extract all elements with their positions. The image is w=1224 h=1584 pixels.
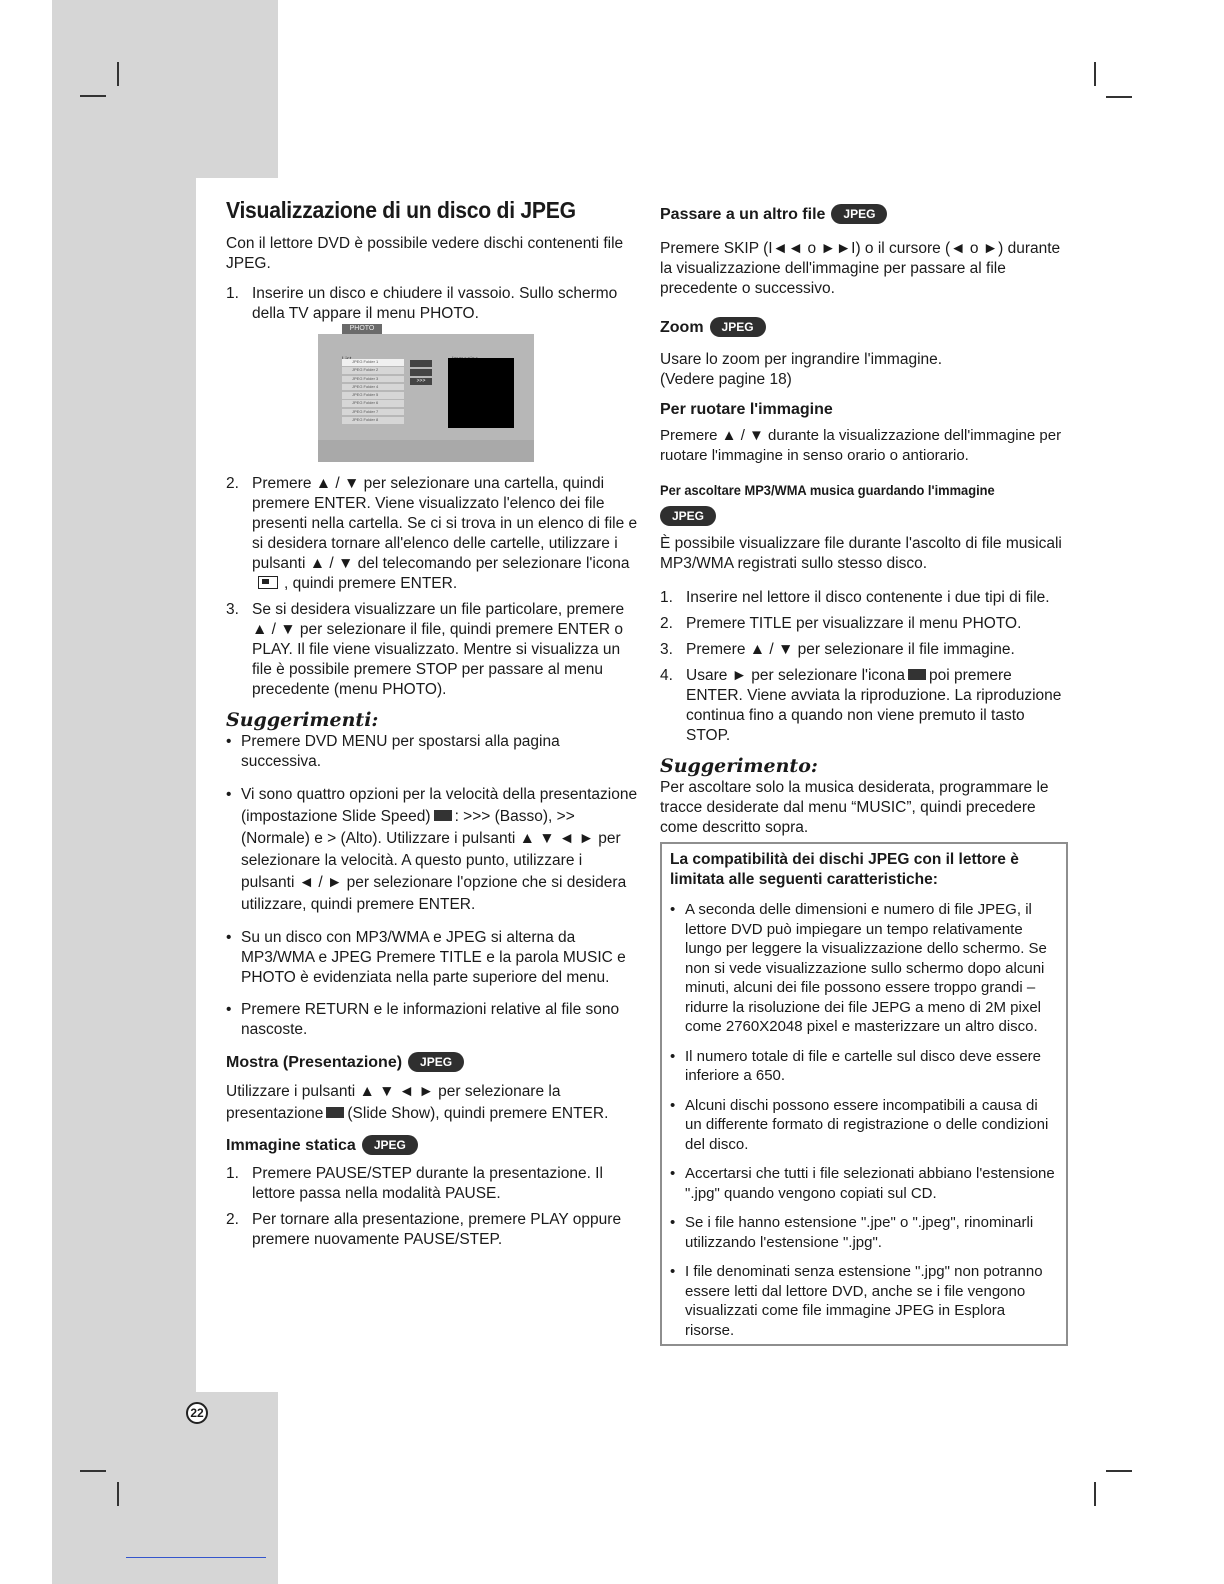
jpeg-badge: JPEG <box>660 506 716 526</box>
slideshow-icon <box>326 1107 344 1118</box>
menu-option <box>410 369 432 376</box>
list-item: 4. Usare ► per selezionare l'icona poi premere ENTER. Viene avviata la riproduzione. La riproduzione continua fino a quando non viene premuto il tasto STOP. <box>660 667 1062 744</box>
jpeg-badge: JPEG <box>362 1135 418 1155</box>
crop-mark <box>1106 96 1132 98</box>
list-item: • A seconda delle dimensioni e numero di file JPEG, il lettore DVD può impiegare un tempo relativamente lungo per leggere la visualizzazione dello schermo. Se non si vede visualizzazione sullo schermo dopo alcuni minuti, alcuni dei file possono essere troppo grandi – ridurre la risoluzione dei file JEPG a meno di 2M pixel come 2760X2048 pixel e masterizzare un altro disco. <box>670 900 1058 1037</box>
tip-heading: Suggerimento: <box>660 755 818 777</box>
menu-option <box>410 360 432 367</box>
slideshow-heading: Mostra (Presentazione) JPEG <box>226 1052 638 1073</box>
list-item: • Il numero totale di file e cartelle sul disco deve essere inferiore a 650. <box>670 1047 1058 1086</box>
list-item: 1. Inserire nel lettore il disco contenente i due tipi di file. <box>660 589 1050 606</box>
crop-mark <box>80 1470 106 1472</box>
gray-sidebar-top <box>52 0 278 178</box>
menu-folder-row: JPEG Folder 5 <box>342 392 404 399</box>
compatibility-heading: La compatibilità dei dischi JPEG con il lettore è limitata alle seguenti caratteristiche: <box>670 851 1019 888</box>
zoom-text: Usare lo zoom per ingrandire l'immagine. (Vedere pagine 18) <box>660 351 943 388</box>
folder-up-icon <box>258 576 278 589</box>
list-item: • Se i file hanno estensione ".jpe" o ".jpeg", rinominarli utilizzando l'estensione ".jpg". <box>670 1213 1058 1252</box>
list-item: • Su un disco con MP3/WMA e JPEG si alterna da MP3/WMA e JPEG Premere TITLE e la parola MUSIC e PHOTO è evidenziata nella parte superiore del menu. <box>226 928 638 988</box>
still-image-heading: Immagine statica JPEG <box>226 1135 638 1156</box>
menu-folder-row: JPEG Folder 6 <box>342 400 404 407</box>
menu-folder-row: JPEG Folder 4 <box>342 384 404 391</box>
rotate-text: Premere ▲ / ▼ durante la visualizzazione dell'immagine per ruotare l'immagine in senso orario o antiorario. <box>660 427 1062 464</box>
list-item: 3. Se si desidera visualizzare un file particolare, premere ▲ / ▼ per selezionare il file, quindi premere ENTER o PLAY. Il file viene visualizzato. Mentre si visualizza un file è possibile premere STOP per passare al menu precedente (menu PHOTO). <box>226 601 625 698</box>
page-number: 22 <box>186 1402 208 1424</box>
menu-preview-area <box>448 358 514 428</box>
menu-folder-row: JPEG Folder 3 <box>342 376 404 383</box>
gray-sidebar-left <box>52 178 196 1584</box>
menu-folder-row: JPEG Folder 2 <box>342 367 404 374</box>
crop-mark <box>1106 1470 1132 1472</box>
menu-tab-photo: PHOTO <box>342 324 382 334</box>
menu-folder-row: JPEG Folder 7 <box>342 409 404 416</box>
steps-list <box>660 588 1068 746</box>
steps-list <box>226 1164 638 1250</box>
list-item: • Premere RETURN e le informazioni relative al file sono nascoste. <box>226 1000 638 1040</box>
skip-heading: Passare a un altro file JPEG <box>660 204 1068 225</box>
steps-list <box>226 284 638 324</box>
menu-folder-row: JPEG Folder 1 <box>342 359 404 366</box>
list-item: 2. Premere ▲ / ▼ per selezionare una cartella, quindi premere ENTER. Viene visualizzato l'elenco dei file presenti nella cartella. Se ci si trova in un elenco di file e si desidera tornare all'elenco delle cartelle, utilizzare i pulsanti ▲ / ▼ del telecomando per selezionare l'icona, quindi premere ENTER. <box>226 475 638 592</box>
menu-folder-list <box>342 359 404 425</box>
rotate-heading: Per ruotare l'immagine <box>660 401 833 418</box>
link-underline[interactable] <box>126 1557 266 1558</box>
list-item: • Alcuni dischi possono essere incompatibili a causa di un differente formato di registrazione o delle condizioni del disco. <box>670 1096 1058 1155</box>
crop-mark <box>1094 62 1096 86</box>
list-item: • I file denominati senza estensione ".jpg" non potranno essere letti dal lettore DVD, anche se i file vengono visualizzati come file immagine JPEG in Esplora risorse. <box>670 1262 1058 1340</box>
menu-option: >>> <box>410 378 432 385</box>
slide-speed-icon <box>434 810 452 821</box>
list-item: 1. Inserire un disco e chiudere il vassoio. Sullo schermo della TV appare il menu PHOTO. <box>226 285 618 322</box>
tips-list <box>226 732 638 1040</box>
list-item: 1. Premere PAUSE/STEP durante la presentazione. Il lettore passa nella modalità PAUSE. <box>226 1165 603 1202</box>
crop-mark <box>1094 1482 1096 1506</box>
jpeg-badge: JPEG <box>831 204 887 224</box>
menu-folder-row: JPEG Folder 8 <box>342 417 404 424</box>
tip-text: Per ascoltare solo la musica desiderata, programmare le tracce desiderate dal menu “MUSIC”, quindi precedere come descritto sopra. <box>660 779 1049 836</box>
tips-heading: Suggerimenti: <box>226 709 379 731</box>
compatibility-list <box>670 900 1058 1340</box>
page-title: Visualizzazione di un disco di JPEG <box>226 197 576 223</box>
skip-text: Premere SKIP (I◄◄ o ►►I) o il cursore (◄ o ►) durante la visualizzazione dell'immagine per passare al file precedente o successivo. <box>660 240 1061 297</box>
crop-mark <box>117 1482 119 1506</box>
list-item: • Premere DVD MENU per spostarsi alla pagina successiva. <box>226 732 638 772</box>
crop-mark <box>80 95 106 97</box>
right-column <box>660 204 1068 1346</box>
menu-bottom-bar <box>318 440 534 462</box>
gray-sidebar-bottom <box>196 1392 278 1584</box>
list-item: 2. Premere TITLE per visualizzare il menu PHOTO. <box>660 615 1022 632</box>
steps-list <box>226 474 638 700</box>
crop-mark <box>117 62 119 86</box>
jpeg-badge: JPEG <box>408 1052 464 1072</box>
jpeg-badge: JPEG <box>710 317 766 337</box>
list-item: 2. Per tornare alla presentazione, premere PLAY oppure premere nuovamente PAUSE/STEP. <box>226 1211 622 1248</box>
left-column <box>226 197 638 1260</box>
intro-text: Con il lettore DVD è possibile vedere dischi contenenti file JPEG. <box>226 235 624 272</box>
menu-options <box>410 360 432 387</box>
list-item: 3. Premere ▲ / ▼ per selezionare il file immagine. <box>660 641 1015 658</box>
zoom-heading: Zoom JPEG <box>660 317 1068 338</box>
music-intro: È possibile visualizzare file durante l'ascolto di file musicali MP3/WMA registrati sullo stesso disco. <box>660 535 1062 572</box>
list-item: • Vi sono quattro opzioni per la velocità della presentazione (impostazione Slide Speed) : >>> (Basso), >> (Normale) e > (Alto). Utilizzare i pulsanti ▲ ▼ ◄ ► per selezionare la velocità. A questo punto, utilizzare i pulsanti ◄ / ► per selezionare l'opzione che si desidera utilizzare, quindi premere ENTER. <box>226 784 638 916</box>
photo-menu-screenshot <box>318 325 534 462</box>
music-photo-icon <box>908 669 926 680</box>
slideshow-text: Utilizzare i pulsanti ▲ ▼ ◄ ► per selezionare la presentazione (Slide Show), quindi premere ENTER. <box>226 1083 609 1122</box>
music-heading: Per ascoltare MP3/WMA musica guardando l'immagine <box>660 482 995 498</box>
list-item: • Accertarsi che tutti i file selezionati abbiano l'estensione ".jpg" quando vengono copiati sul CD. <box>670 1164 1058 1203</box>
compatibility-box <box>660 842 1068 1346</box>
